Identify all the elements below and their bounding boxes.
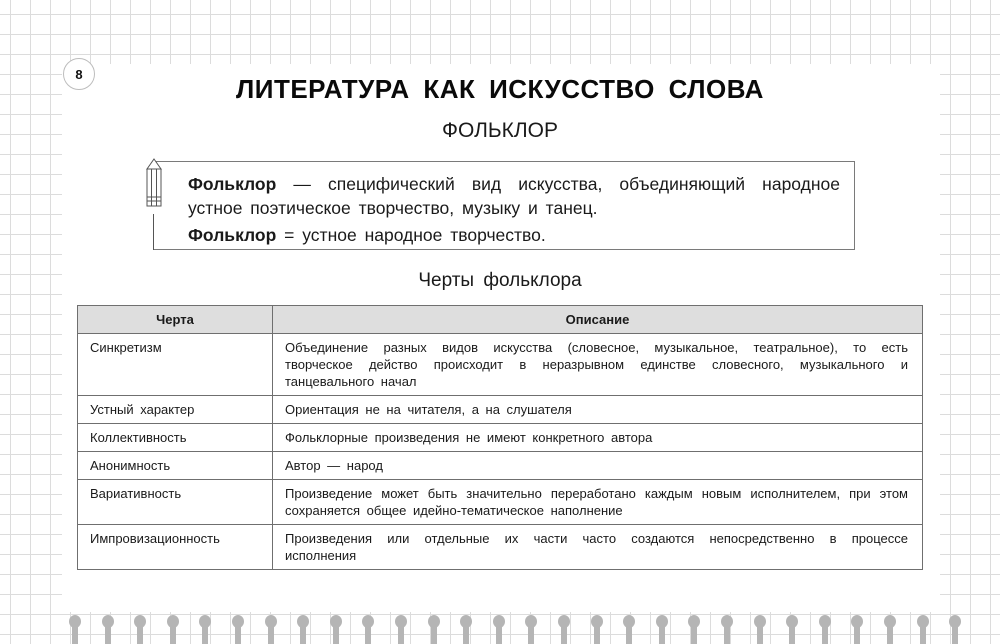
column-header-description: Описание xyxy=(273,306,923,334)
feature-cell: Коллективность xyxy=(78,424,273,452)
binding-ring-icon xyxy=(167,615,179,644)
folklore-traits-table xyxy=(77,305,923,570)
table-header-row xyxy=(78,306,923,334)
binding-ring-icon xyxy=(460,615,472,644)
binding-ring-icon xyxy=(362,615,374,644)
feature-cell: Импровизационность xyxy=(78,525,273,570)
binding-ring-icon xyxy=(297,615,309,644)
binding-ring-icon xyxy=(623,615,635,644)
table-caption: Черты фольклора xyxy=(418,270,582,291)
feature-cell: Вариативность xyxy=(78,480,273,525)
binding-ring-icon xyxy=(949,615,961,644)
page-number: 8 xyxy=(63,58,95,90)
binding-ring-icon xyxy=(917,615,929,644)
description-cell: Ориентация не на читателя, а на слушателя xyxy=(273,396,923,424)
binding-ring-icon xyxy=(330,615,342,644)
binding-ring-icon xyxy=(265,615,277,644)
binding-ring-icon xyxy=(786,615,798,644)
definition-term-2: Фольклор xyxy=(188,225,277,245)
binding-ring-icon xyxy=(134,615,146,644)
binding-ring-icon xyxy=(102,615,114,644)
description-cell: Произведения или отдельные их части часто создаются непосредственно в процессе исполнения xyxy=(273,525,923,570)
definition-equation: = устное народное творчество. xyxy=(276,225,546,245)
binding-ring-icon xyxy=(232,615,244,644)
binding-ring-icon xyxy=(754,615,766,644)
description-cell: Автор — народ xyxy=(273,452,923,480)
table-row xyxy=(78,334,923,396)
feature-cell: Устный характер xyxy=(78,396,273,424)
binding-ring-icon xyxy=(493,615,505,644)
column-header-feature: Черта xyxy=(78,306,273,334)
section-subtitle: ФОЛЬКЛОР xyxy=(442,119,558,142)
description-cell: Фольклорные произведения не имеют конкретного автора xyxy=(273,424,923,452)
binding-ring-icon xyxy=(525,615,537,644)
feature-cell: Анонимность xyxy=(78,452,273,480)
binding-ring-icon xyxy=(721,615,733,644)
definition-box-left-border xyxy=(153,214,154,250)
description-cell: Произведение может быть значительно переработано каждым новым исполнителем, при этом сохраняется общее идейно-тематическое наполнение xyxy=(273,480,923,525)
binding-ring-icon xyxy=(884,615,896,644)
definition-term: Фольклор xyxy=(188,174,277,194)
definition-text xyxy=(188,172,840,247)
binding-ring-icon xyxy=(819,615,831,644)
table-row xyxy=(78,396,923,424)
spiral-binding xyxy=(0,612,1000,644)
definition-body: — специфический вид искусства, объединяющий народное устное поэтическое творчество, музыку и танец. xyxy=(188,174,840,218)
binding-ring-icon xyxy=(199,615,211,644)
binding-ring-icon xyxy=(558,615,570,644)
binding-ring-icon xyxy=(69,615,81,644)
feature-cell: Синкретизм xyxy=(78,334,273,396)
binding-ring-icon xyxy=(851,615,863,644)
definition-line-1 xyxy=(188,172,840,220)
table-row xyxy=(78,525,923,570)
binding-ring-icon xyxy=(688,615,700,644)
binding-ring-icon xyxy=(656,615,668,644)
description-cell: Объединение разных видов искусства (словесное, музыкальное, театральное), то есть творческое действо происходит в неразрывном единстве словесного, музыкального и танцевального начал xyxy=(273,334,923,396)
binding-ring-icon xyxy=(591,615,603,644)
page-title: ЛИТЕРАТУРА КАК ИСКУССТВО СЛОВА xyxy=(236,74,764,104)
table-row xyxy=(78,424,923,452)
definition-line-2 xyxy=(188,223,840,247)
table-row xyxy=(78,452,923,480)
binding-ring-icon xyxy=(395,615,407,644)
table-row xyxy=(78,480,923,525)
binding-ring-icon xyxy=(428,615,440,644)
pencil-icon xyxy=(141,158,167,214)
